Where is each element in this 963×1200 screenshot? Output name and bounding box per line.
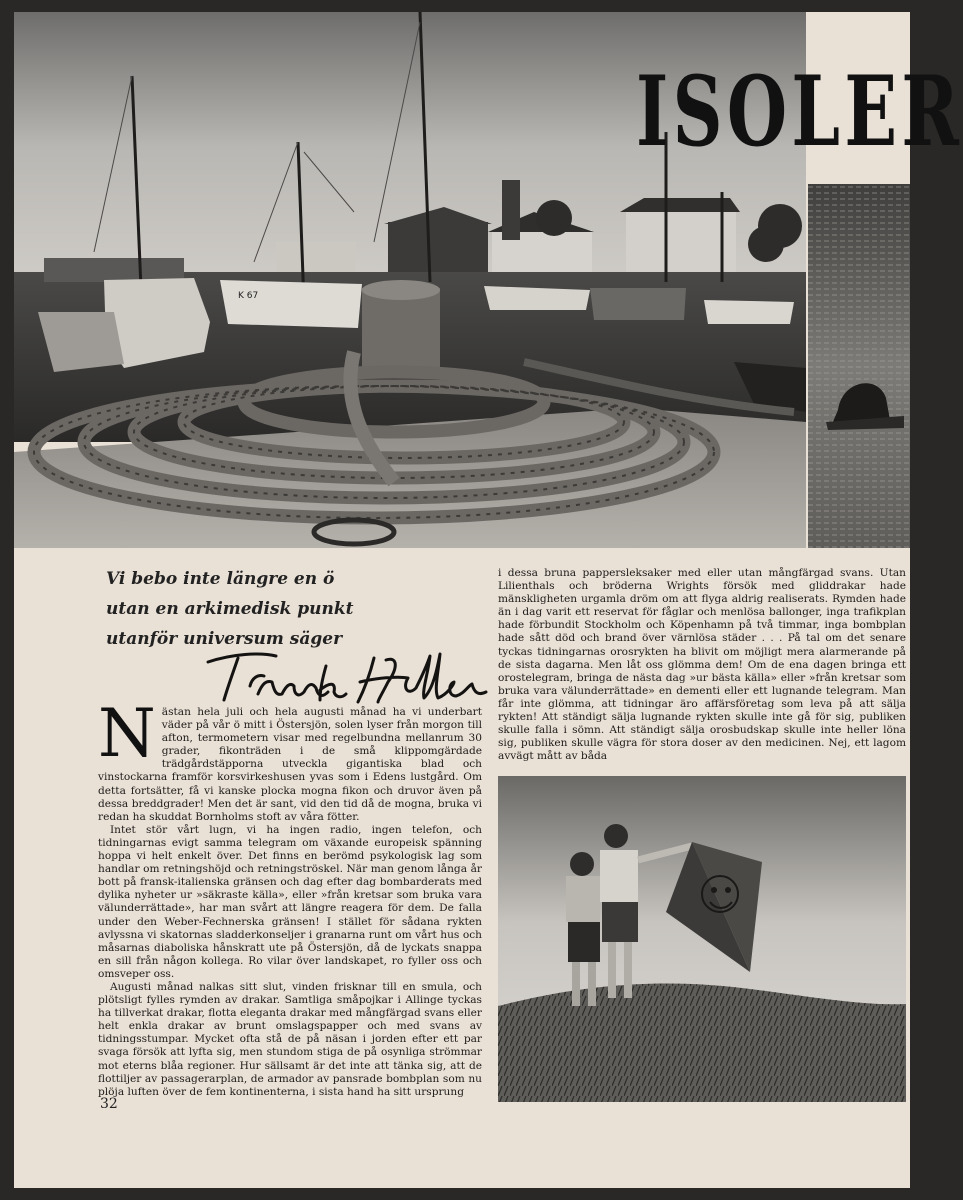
author-signature <box>202 646 492 706</box>
subtitle-line: utanför universum säger <box>106 629 343 649</box>
drop-cap: N <box>98 695 156 772</box>
signature-graphic <box>202 646 492 706</box>
headline: ISOLER <box>636 55 963 168</box>
page-number: 32 <box>100 1096 118 1112</box>
subtitle <box>106 564 366 654</box>
paragraph: Augusti månad nalkas sitt slut, vinden frisknar till en smula, och plötsligt fylles rymden av drakar. Samtliga småpojkar i Allinge tyckas ha tillverkat drakar, flotta eleganta drakar med mångfärgad svans eller helt enkla drakar av brunt omslagspapper och med svans av tidningsstumpar. Mycket ofta stå de på näsan i jorden efter ett par svaga försök att lyfta sig, men stundom stiga de på osynliga strömmar mot eterns blåa regioner. Hur sällsamt är det inte att tänka sig, att de flottiljer av passagerarplan, de armador av pansrade bombplan som nu plöja luften över de fem kontinenterna, i sista hand ha sitt ursprung <box>98 980 482 1098</box>
kite-photo <box>498 776 906 1102</box>
paragraph: Intet stör vårt lugn, vi ha ingen radio, ingen telefon, och tidningarnas evigt samma telegram om växande europeisk spänning hoppa vi helt enkelt över. Det finns en berömd psykologisk lag som handlar om retningshöjd och retningströskel. När man genom långa år bott på fransk-italienska gränsen och dag efter dag bombarderats med dylika nyheter ur »säkraste källa», eller »från kretsar som bruka vara välunderrättade», har man svårt att längre reagera för dem. De falla under den Weber-Fechnerska gränsen! I stället för sådana rykten avlyssna vi skatornas sladderkonseljer i granarna runt om vårt hus och måsarnas diaboliska hånskratt ute på Östersjön, då de lyckats snappa en sill från någon kollega. Ro vilar över landskapet, ro fyller oss och omsveper oss. <box>98 823 482 980</box>
sea-strip-photo <box>808 184 910 548</box>
kite-photo-illustration <box>498 776 906 1102</box>
sea-strip-illustration <box>808 184 910 548</box>
paragraph-text: ästan hela juli och hela augusti månad ha vi underbart väder på vår ö mitt i Östersjön, solen lyser från morgon till afton, termometern visar med regelbundna mellanrum 30 grader, fikonträden i de små klippomgärdade trädgårdstäpporna utveckla gigantiska blad och vinstockarna framför korsvirkeshusen yvas som i Edens lustgård. Om detta fortsätter, få vi kanske plocka mogna fikon och druvor även på dessa breddgrader! Men det är sant, vid den tid då de mogna, bruka vi redan ha skuddat Bornholms stoft av våra fötter. <box>98 706 482 823</box>
magazine-page <box>14 12 963 1188</box>
article-column-right <box>498 567 906 763</box>
subtitle-line: utan en arkimedisk punkt <box>106 599 354 619</box>
article-column-left <box>98 695 482 1099</box>
boat-hull-number: K 67 <box>238 291 259 301</box>
paragraph <box>98 695 482 824</box>
subtitle-line: Vi bebo inte längre en ö <box>106 569 335 589</box>
paragraph: i dessa bruna pappersleksaker med eller utan mångfärgad svans. Utan Lilienthals och bröderna Wrights försök med gliddrakar hade mänskligheten urgamla dröm om att flyga aldrig realiserats. Rymden hade än i dag varit ett reservat för fåglar och menlösa ballonger, inga trafikplan hade förbundit Stockholm och Köpenhamn på två timmar, inga bombplan hade sått död och brand över värnlösa städer . . . På tal om det senare tyckas tidningarnas orosrykten ha blivit om möjligt mera alarmerande på de sista dagarna. Men låt oss glömma dem! Om de ena dagen bringa ett orostelegram, bringa de nästa dag »ur bästa källa» eller »från kretsar som bruka vara välunderrättade» en dementi eller ett lugnande telegram. Man får inte glömma, att tidningar äro affärsföretag som leva på att sälja rykten! Att ständigt sälja lugnande rykten skulle inte gå för sig, publiken skulle falla i sömn. Att ständigt sälja orosbudskap skulle inte heller löna sig, publiken skulle vägra för stora doser av den medicinen. Nej, ett lagom avvägt mått av båda <box>498 567 906 763</box>
